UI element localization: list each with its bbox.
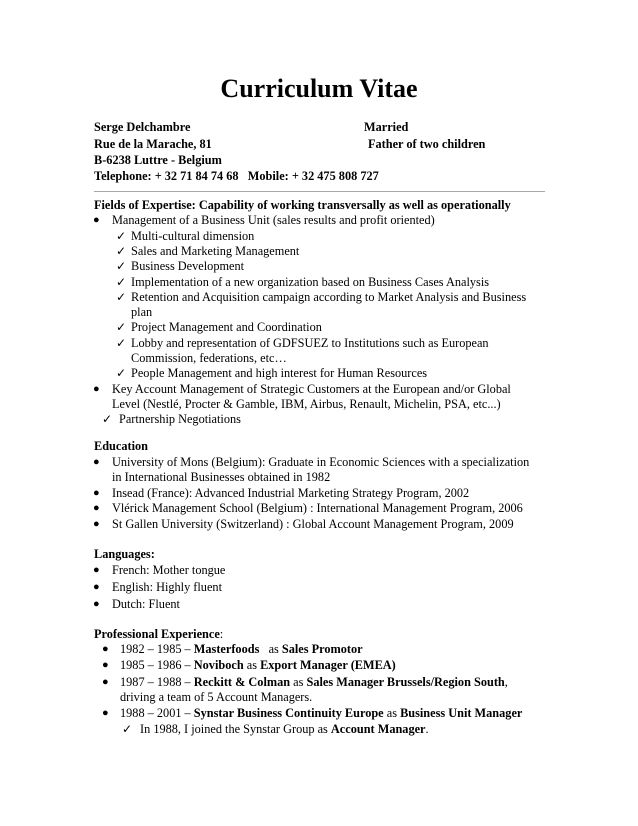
bullet-icon: ● [93,456,100,468]
experience-heading-text: Professional Experience [94,627,220,641]
marital-status: Married [364,120,409,134]
bullet-icon: ● [102,707,109,719]
bullet-icon: ● [93,564,100,576]
experience-heading-colon: : [219,627,224,641]
checkmark-icon: ✓ [116,259,127,273]
divider [94,191,545,192]
job-role: Export Manager (EMEA) [260,658,396,672]
education-item: Vlérick Management School (Belgium) : International Management Program, 2006 [112,501,523,515]
telephone: Telephone: + 32 71 84 74 68 Mobile: + 32 475 808 727 [94,169,379,183]
bullet-icon: ● [102,676,109,688]
checkmark-icon: ✓ [122,722,133,736]
job-as: as [243,658,261,672]
job-company: Masterfoods [193,642,260,656]
expertise-item: Key Account Management of Strategic Customers at the European and/or Global [112,382,511,396]
bullet-icon: ● [93,598,100,610]
job-item [120,641,363,657]
expertise-subitem-cont: Commission, federations, etc… [131,351,287,365]
job-dates: 1988 – 2001 – [120,706,194,720]
job-sub-end: . [425,722,429,736]
expertise-subitem: Partnership Negotiations [119,412,241,426]
education-heading: Education [94,439,148,453]
expertise-item-cont: Level (Nestlé, Procter & Gamble, IBM, Airbus, Renault, Michelin, PSA, etc...) [112,397,501,411]
language-item: English: Highly fluent [112,580,222,594]
expertise-subitem: Business Development [131,259,245,273]
family-status: Father of two children [368,137,486,151]
job-dates: 1982 – 1985 – [120,642,194,656]
job-item [120,705,522,721]
job-dates: 1985 – 1986 – [120,658,194,672]
job-role: Sales Promotor [281,642,363,656]
checkmark-icon: ✓ [116,336,127,350]
job-role: Business Unit Manager [400,706,523,720]
job-sub-text: In 1988, I joined the Synstar Group as [140,722,331,736]
languages-heading: Languages: [94,547,155,561]
education-item-cont: in International Businesses obtained in 1982 [112,470,331,484]
address-line2: B-6238 Luttre - Belgium [94,153,222,167]
expertise-subitem: Implementation of a new organization based on Business Cases Analysis [131,275,490,289]
expertise-subitem: Lobby and representation of GDFSUEZ to Institutions such as European [131,336,489,350]
bullet-icon: ● [93,518,100,530]
job-dates: 1987 – 1988 – [120,675,194,689]
job-company: Noviboch [193,658,244,672]
bullet-icon: ● [93,581,100,593]
expertise-subitem-cont: plan [131,305,153,319]
education-item: St Gallen University (Switzerland) : Global Account Management Program, 2009 [112,517,514,531]
job-as: as [383,706,401,720]
job-subitem [140,721,429,737]
checkmark-icon: ✓ [116,320,127,334]
job-company: Synstar Business Continuity Europe [193,706,384,720]
job-as: as [259,642,282,656]
job-item [120,657,396,673]
bullet-icon: ● [102,659,109,671]
expertise-heading: Fields of Expertise: Capability of working transversally as well as operationally [94,198,511,212]
checkmark-icon: ✓ [116,366,127,380]
job-end: , [504,675,508,689]
page-title: Curriculum Vitae [220,74,418,103]
education-item: University of Mons (Belgium): Graduate in Economic Sciences with a specialization [112,455,530,469]
bullet-icon: ● [93,214,100,226]
bullet-icon: ● [102,643,109,655]
expertise-item: Management of a Business Unit (sales results and profit oriented) [112,213,435,227]
job-item-cont: driving a team of 5 Account Managers. [120,690,313,704]
education-item: Insead (France): Advanced Industrial Marketing Strategy Program, 2002 [112,486,470,500]
language-item: Dutch: Fluent [112,597,180,611]
checkmark-icon: ✓ [116,275,127,289]
bullet-icon: ● [93,487,100,499]
name: Serge Delchambre [94,120,191,134]
job-as: as [290,675,307,689]
expertise-subitem: People Management and high interest for Human Resources [131,366,428,380]
bullet-icon: ● [93,502,100,514]
expertise-subitem: Project Management and Coordination [131,320,322,334]
expertise-subitem: Multi-cultural dimension [131,229,255,243]
checkmark-icon: ✓ [102,412,113,426]
job-role: Sales Manager Brussels/Region South [306,675,505,689]
language-item: French: Mother tongue [112,563,226,577]
job-item [120,674,508,690]
bullet-icon: ● [93,383,100,395]
address-line1: Rue de la Marache, 81 [94,137,212,151]
job-company: Reckitt & Colman [193,675,291,689]
checkmark-icon: ✓ [116,290,127,304]
expertise-subitem: Sales and Marketing Management [131,244,300,258]
experience-heading [94,626,223,642]
checkmark-icon: ✓ [116,229,127,243]
job-sub-role: Account Manager [330,722,426,736]
checkmark-icon: ✓ [116,244,127,258]
expertise-subitem: Retention and Acquisition campaign according to Market Analysis and Business [131,290,527,304]
